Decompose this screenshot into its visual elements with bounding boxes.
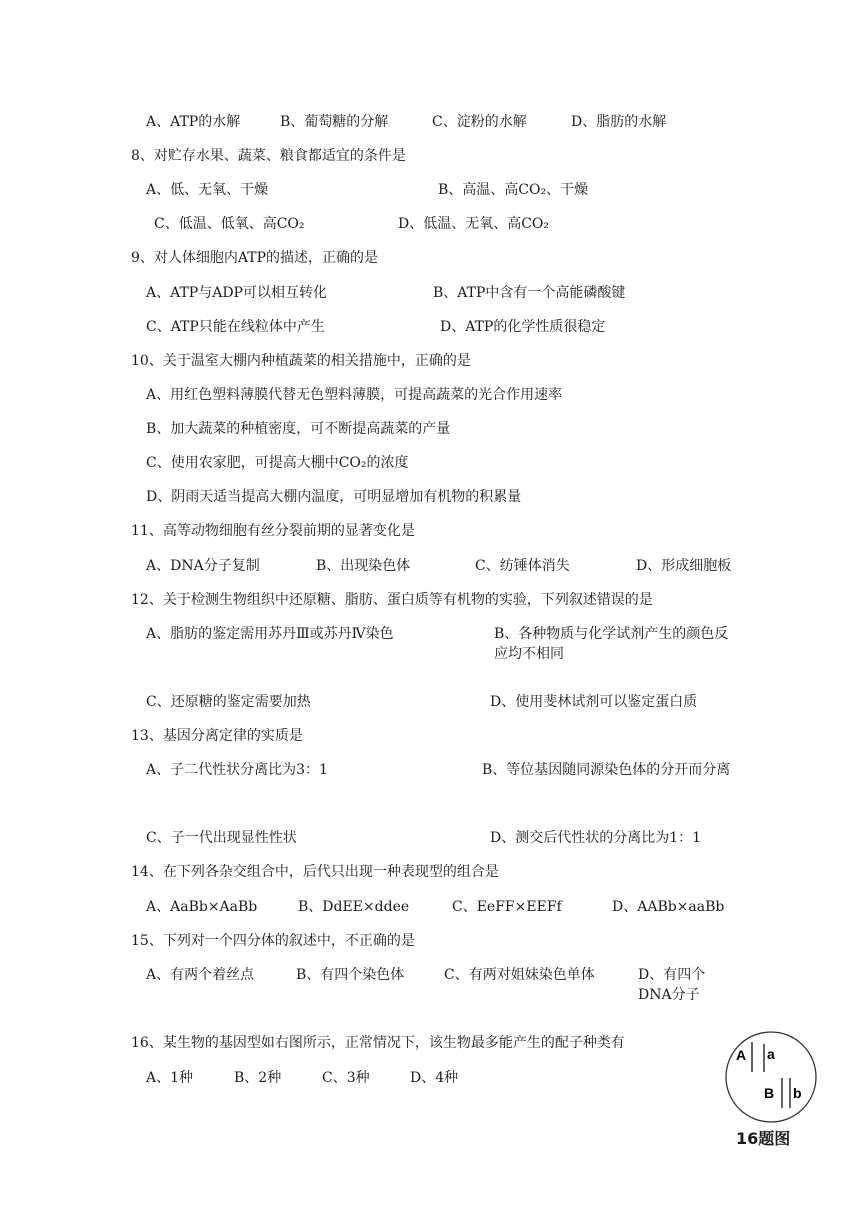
q16-option-a: A、1种 — [146, 1070, 194, 1086]
q10-option-a: A、用红色塑料薄膜代替无色塑料薄膜，可提高蔬菜的光合作用速率 — [146, 387, 563, 403]
q9-option-b: B、ATP中含有一个高能磷酸键 — [433, 285, 626, 301]
allele-B-label: B — [764, 1085, 775, 1101]
q7-option-c: C、淀粉的水解 — [432, 114, 527, 130]
q7-option-d: D、脂肪的水解 — [571, 114, 667, 130]
allele-a-label: a — [767, 1046, 775, 1062]
q14-option-a: A、AaBb×AaBb — [146, 899, 258, 915]
q13-option-d: D、测交后代性状的分离比为1：1 — [490, 830, 702, 846]
q10-stem: 10、关于温室大棚内种植蔬菜的相关措施中，正确的是 — [131, 353, 471, 369]
q11-option-c: C、纺锤体消失 — [475, 558, 570, 574]
q14-option-c: C、EeFF×EEFf — [452, 899, 562, 915]
q12-option-b — [494, 624, 734, 664]
q11-option-a: A、DNA分子复制 — [146, 558, 260, 574]
q13-option-b: B、等位基因随同源染色体的分开而分离 — [482, 762, 731, 778]
q16-stem: 16、某生物的基因型如右图所示，正常情况下，该生物最多能产生的配子种类有 — [131, 1035, 625, 1051]
q15-option-b: B、有四个染色体 — [296, 967, 405, 983]
q10-option-c: C、使用农家肥，可提高大棚中CO₂的浓度 — [146, 455, 409, 471]
q11-option-d: D、形成细胞板 — [636, 558, 732, 574]
q8-stem: 8、对贮存水果、蔬菜、粮食都适宜的条件是 — [131, 148, 406, 164]
q7-option-b: B、葡萄糖的分解 — [280, 114, 389, 130]
q16-option-c: C、3种 — [322, 1070, 370, 1086]
q12-option-d: D、使用斐林试剂可以鉴定蛋白质 — [490, 694, 698, 710]
q15-option-c: C、有两对姐妹染色单体 — [444, 967, 595, 983]
q15-stem: 15、下列对一个四分体的叙述中，不正确的是 — [131, 933, 415, 949]
q15-option-d: D、有四个DNA分子 — [638, 967, 706, 1003]
q14-option-b: B、DdEE×ddee — [298, 899, 410, 915]
q8-option-a: A、低、无氧、干燥 — [146, 182, 269, 198]
q16-genotype-figure — [724, 1030, 818, 1124]
q9-stem: 9、对人体细胞内ATP的描述，正确的是 — [131, 250, 379, 266]
q10-option-d: D、阴雨天适当提高大棚内温度，可明显增加有机物的积累量 — [146, 489, 522, 505]
q8-option-b: B、高温、高CO₂、干燥 — [438, 182, 589, 198]
q12-stem: 12、关于检测生物组织中还原糖、脂肪、蛋白质等有机物的实验，下列叙述错误的是 — [131, 592, 653, 608]
q12-option-c: C、还原糖的鉴定需要加热 — [146, 694, 311, 710]
q7-option-a: A、ATP的水解 — [146, 114, 241, 130]
q12-option-a: A、脂肪的鉴定需用苏丹Ⅲ或苏丹Ⅳ染色 — [146, 626, 394, 642]
q8-option-d: D、低温、无氧、高CO₂ — [398, 216, 550, 232]
q16-option-b: B、2种 — [234, 1070, 282, 1086]
q13-option-c: C、子一代出现显性性状 — [146, 830, 297, 846]
q8-option-c: C、低温、低氧、高CO₂ — [154, 216, 305, 232]
q13-stem: 13、基因分离定律的实质是 — [131, 728, 303, 744]
allele-b-label: b — [793, 1085, 802, 1101]
q10-option-b: B、加大蔬菜的种植密度，可不断提高蔬菜的产量 — [146, 421, 451, 437]
q15-option-a: A、有两个着丝点 — [146, 967, 255, 983]
q12-option-b-text: B、各种物质与化学试剂产生的颜色反应均不相同 — [494, 626, 729, 662]
figure-caption: 16题图 — [736, 1129, 791, 1148]
allele-A-label: A — [736, 1047, 747, 1063]
q14-option-d: D、AABb×aaBb — [612, 899, 725, 915]
q11-stem: 11、高等动物细胞有丝分裂前期的显著变化是 — [131, 523, 415, 539]
q14-stem: 14、在下列各杂交组合中，后代只出现一种表现型的组合是 — [131, 864, 499, 880]
q9-option-c: C、ATP只能在线粒体中产生 — [146, 319, 325, 335]
q13-option-a: A、子二代性状分离比为3：1 — [146, 762, 328, 778]
q9-option-a: A、ATP与ADP可以相互转化 — [146, 285, 327, 301]
q9-option-d: D、ATP的化学性质很稳定 — [440, 319, 606, 335]
q16-option-d: D、4种 — [410, 1070, 459, 1086]
q11-option-b: B、出现染色体 — [316, 558, 411, 574]
